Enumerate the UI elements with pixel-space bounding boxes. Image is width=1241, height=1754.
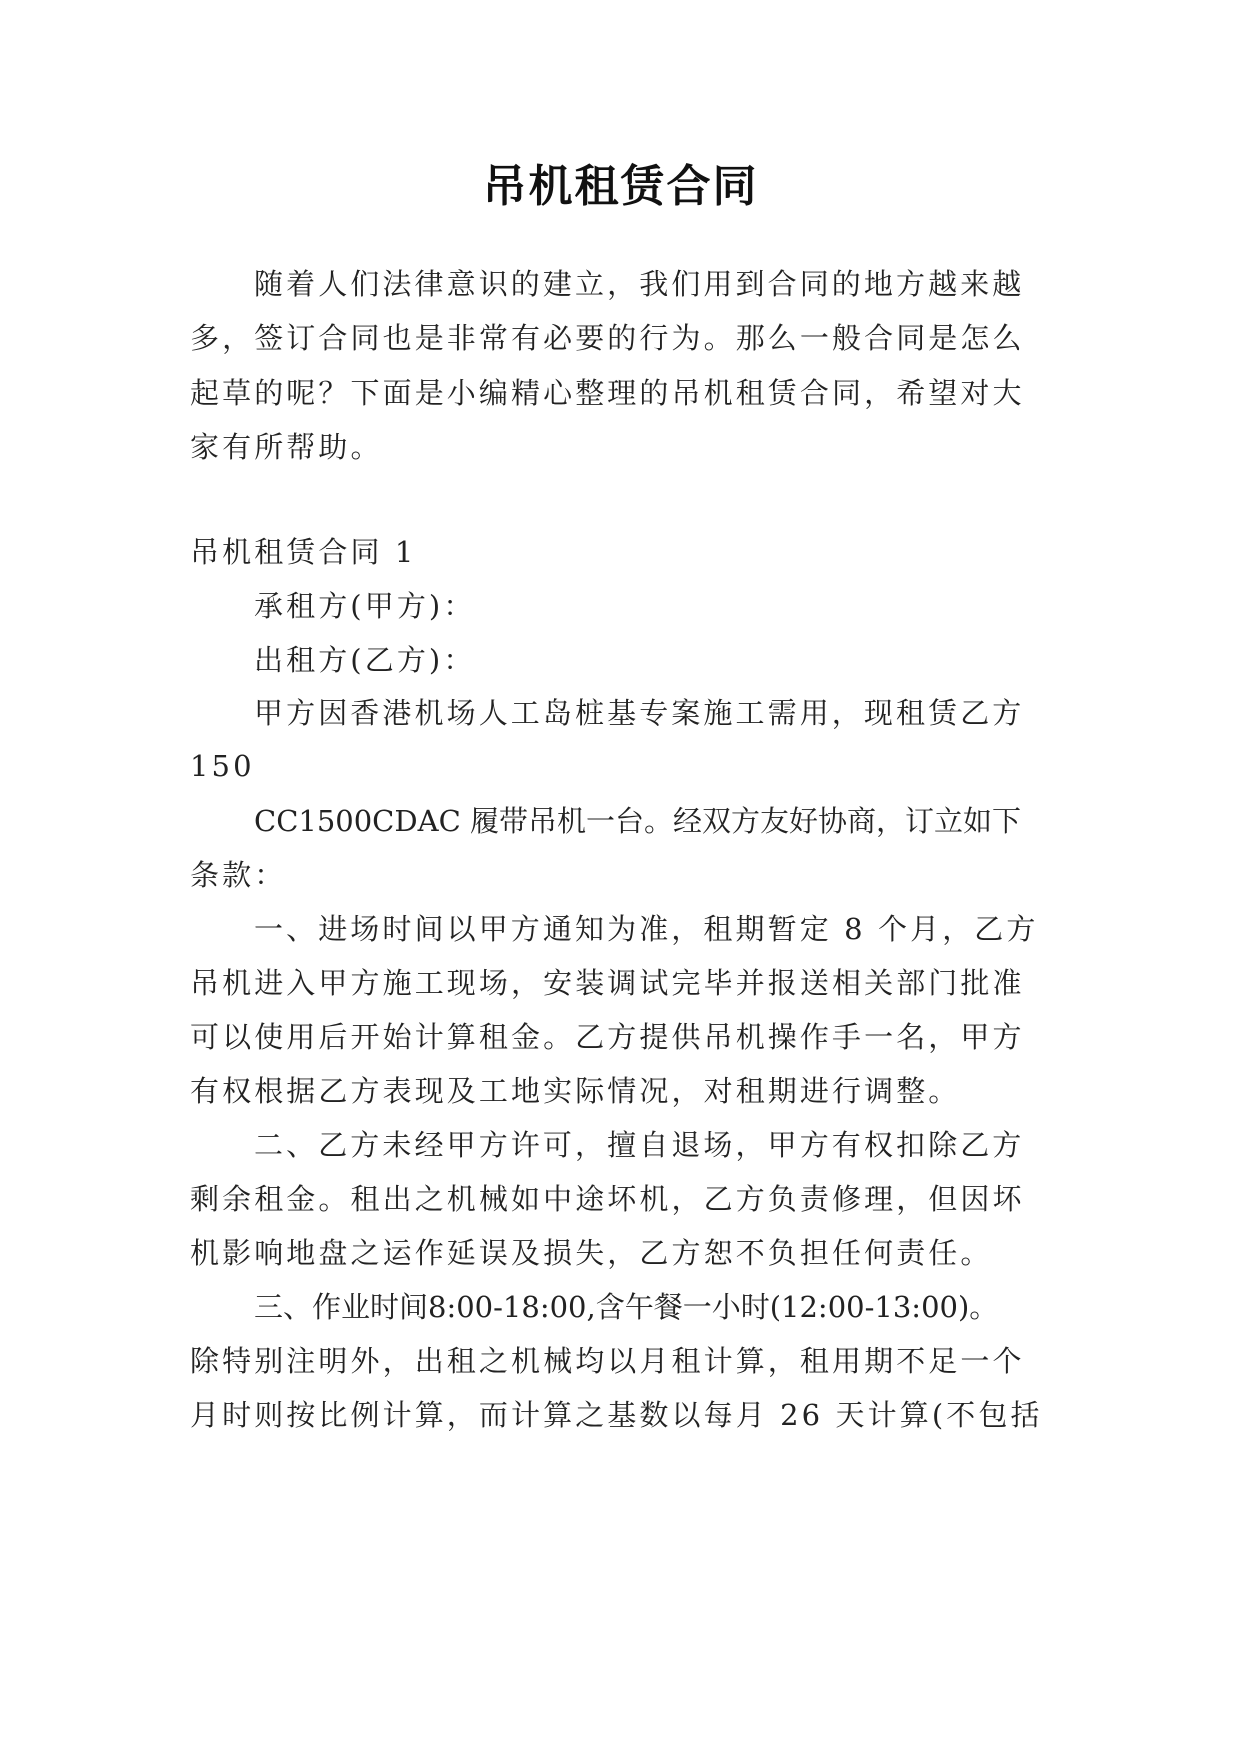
intro-line: 起草的呢？下面是小编精心整理的吊机租赁合同，希望对大 (190, 376, 1025, 410)
body-line: CC1500CDAC 履带吊机一台。经双方友好协商，订立如下 (254, 804, 1021, 838)
intro-line: 家有所帮助。 (190, 430, 383, 464)
document-title: 吊机租赁合同 (482, 161, 759, 212)
body-line: 150 (190, 749, 255, 783)
body-line: 机影响地盘之运作延误及损失，乙方恕不负担任何责任。 (190, 1236, 993, 1270)
body-line: 二、乙方未经甲方许可，擅自退场，甲方有权扣除乙方 (254, 1128, 1025, 1162)
body-line: 甲方因香港机场人工岛桩基专案施工需用，现租赁乙方 (254, 696, 1025, 730)
body-line: 一、进场时间以甲方通知为准，租期暂定 8 个月，乙方 (254, 912, 1039, 946)
body-line: 有权根据乙方表现及工地实际情况，对租期进行调整。 (190, 1074, 961, 1108)
party-a-line: 承租方(甲方)： (254, 589, 476, 623)
body-line: 月时则按比例计算，而计算之基数以每月 26 天计算(不包括 (190, 1398, 1043, 1432)
intro-line: 多，签订合同也是非常有必要的行为。那么一般合同是怎么 (190, 321, 1025, 355)
body-line: 三、作业时间8:00-18:00,含午餐一小时(12:00-13:00)。 (254, 1290, 999, 1324)
intro-line: 随着人们法律意识的建立，我们用到合同的地方越来越 (254, 267, 1025, 301)
body-line: 可以使用后开始计算租金。乙方提供吊机操作手一名，甲方 (190, 1020, 1025, 1054)
body-line: 条款： (190, 858, 287, 892)
body-line: 吊机进入甲方施工现场，安装调试完毕并报送相关部门批准 (190, 966, 1025, 1000)
party-b-line: 出租方(乙方)： (254, 643, 476, 677)
section-heading: 吊机租赁合同 1 (190, 535, 417, 569)
body-line: 除特别注明外，出租之机械均以月租计算，租用期不足一个 (190, 1344, 1025, 1378)
body-line: 剩余租金。租出之机械如中途坏机，乙方负责修理，但因坏 (190, 1182, 1025, 1216)
